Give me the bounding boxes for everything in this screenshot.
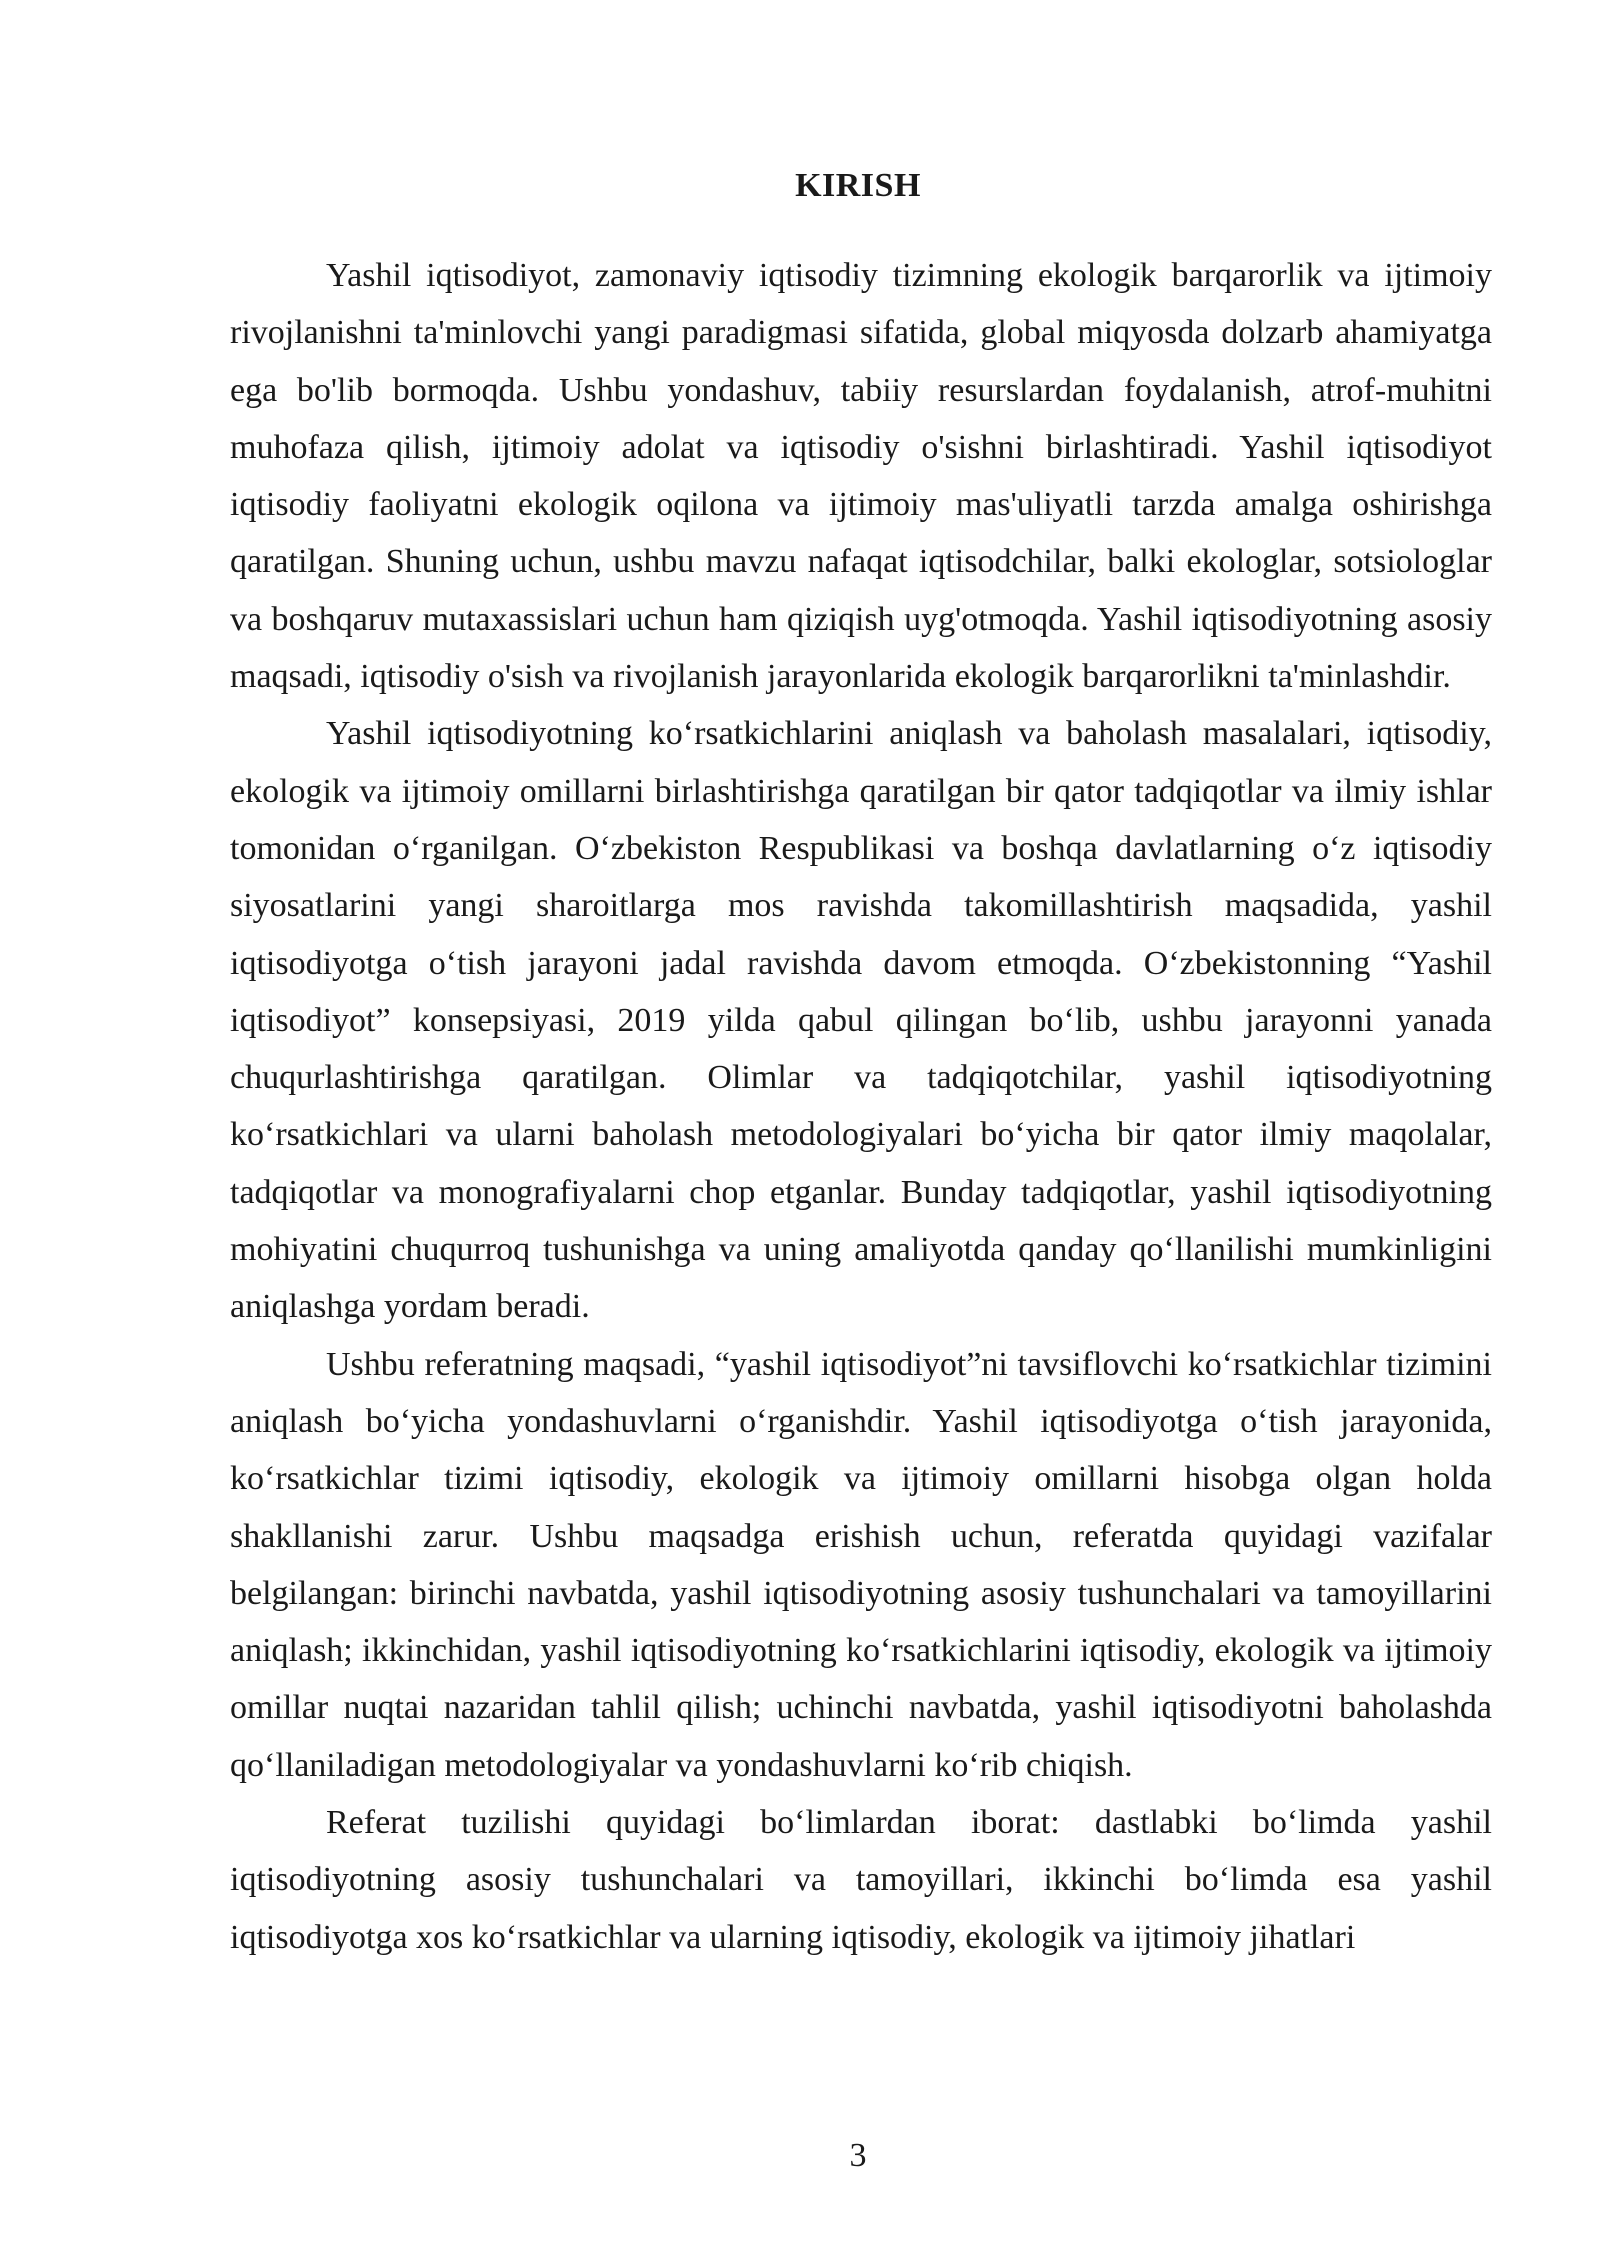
paragraph-1: Yashil iqtisodiyot, zamonaviy iqtisodiy tizimning ekologik barqarorlik va ijtimoiy rivojlanishni ta'minlovchi yangi paradigmasi sifatida, global miqyosda dolzarb ahamiyatga ega bo'lib bormoqda. Ushbu yondashuv, tabiiy resurslardan foydalanish, atrof-muhitni muhofaza qilish, ijtimoiy adolat va iqtisodiy o'sishni birlashtiradi. Yashil iqtisodiyot iqtisodiy faoliyatni ekologik oqilona va ijtimoiy mas'uliyatli tarzda amalga oshirishga qaratilgan. Shuning uchun, ushbu mavzu nafaqat iqtisodchilar, balki ekologlar, sotsiologlar va boshqaruv mutaxassislari uchun ham qiziqish uyg'otmoqda. Yashil iqtisodiyotning asosiy maqsadi, iqtisodiy o'sish va rivojlanish jarayonlarida ekologik barqarorlikni ta'minlashdir. <box>230 257 1492 696</box>
paragraph-4: Referat tuzilishi quyidagi bo‘limlardan iborat: dastlabki bo‘limda yashil iqtisodiyotning asosiy tushunchalari va tamoyillari, ikkinchi bo‘limda esa yashil iqtisodiyotga xos ko‘rsatkichlar va ularning iqtisodiy, ekologik va ijtimoiy jihatlari <box>230 1804 1492 1956</box>
paragraph-3: Ushbu referatning maqsadi, “yashil iqtisodiyot”ni tavsiflovchi ko‘rsatkichlar tizimini aniqlash bo‘yicha yondashuvlarni o‘rganishdir. Yashil iqtisodiyotga o‘tish jarayonida, ko‘rsatkichlar tizimi iqtisodiy, ekologik va ijtimoiy omillarni hisobga olgan holda shakllanishi zarur. Ushbu maqsadga erishish uchun, referatda quyidagi vazifalar belgilangan: birinchi navbatda, yashil iqtisodiyotning asosiy tushunchalari va tamoyillarini aniqlash; ikkinchidan, yashil iqtisodiyotning ko‘rsatkichlarini iqtisodiy, ekologik va ijtimoiy omillar nuqtai nazaridan tahlil qilish; uchinchi navbatda, yashil iqtisodiyotni baholashda qo‘llaniladigan metodologiyalar va yondashuvlarni ko‘rib chiqish. <box>230 1345 1492 1784</box>
body-text <box>230 247 1492 1966</box>
page-number: 3 <box>849 2137 867 2174</box>
page-heading: KIRISH <box>795 167 921 204</box>
paragraph-2: Yashil iqtisodiyotning ko‘rsatkichlarini aniqlash va baholash masalalari, iqtisodiy, ekologik va ijtimoiy omillarni birlashtirishga qaratilgan bir qator tadqiqotlar va ilmiy ishlar tomonidan o‘rganilgan. O‘zbekiston Respublikasi va boshqa davlatlarning o‘z iqtisodiy siyosatlarini yangi sharoitlarga mos ravishda takomillashtirish maqsadida, yashil iqtisodiyotga o‘tish jarayoni jadal ravishda davom etmoqda. O‘zbekistonning “Yashil iqtisodiyot” konsepsiyasi, 2019 yilda qabul qilingan bo‘lib, ushbu jarayonni yanada chuqurlashtirishga qaratilgan. Olimlar va tadqiqotchilar, yashil iqtisodiyotning ko‘rsatkichlari va ularni baholash metodologiyalari bo‘yicha bir qator ilmiy maqolalar, tadqiqotlar va monografiyalarni chop etganlar. Bunday tadqiqotlar, yashil iqtisodiyotning mohiyatini chuqurroq tushunishga va uning amaliyotda qanday qo‘llanilishi mumkinligini aniqlashga yordam beradi. <box>230 715 1492 1326</box>
